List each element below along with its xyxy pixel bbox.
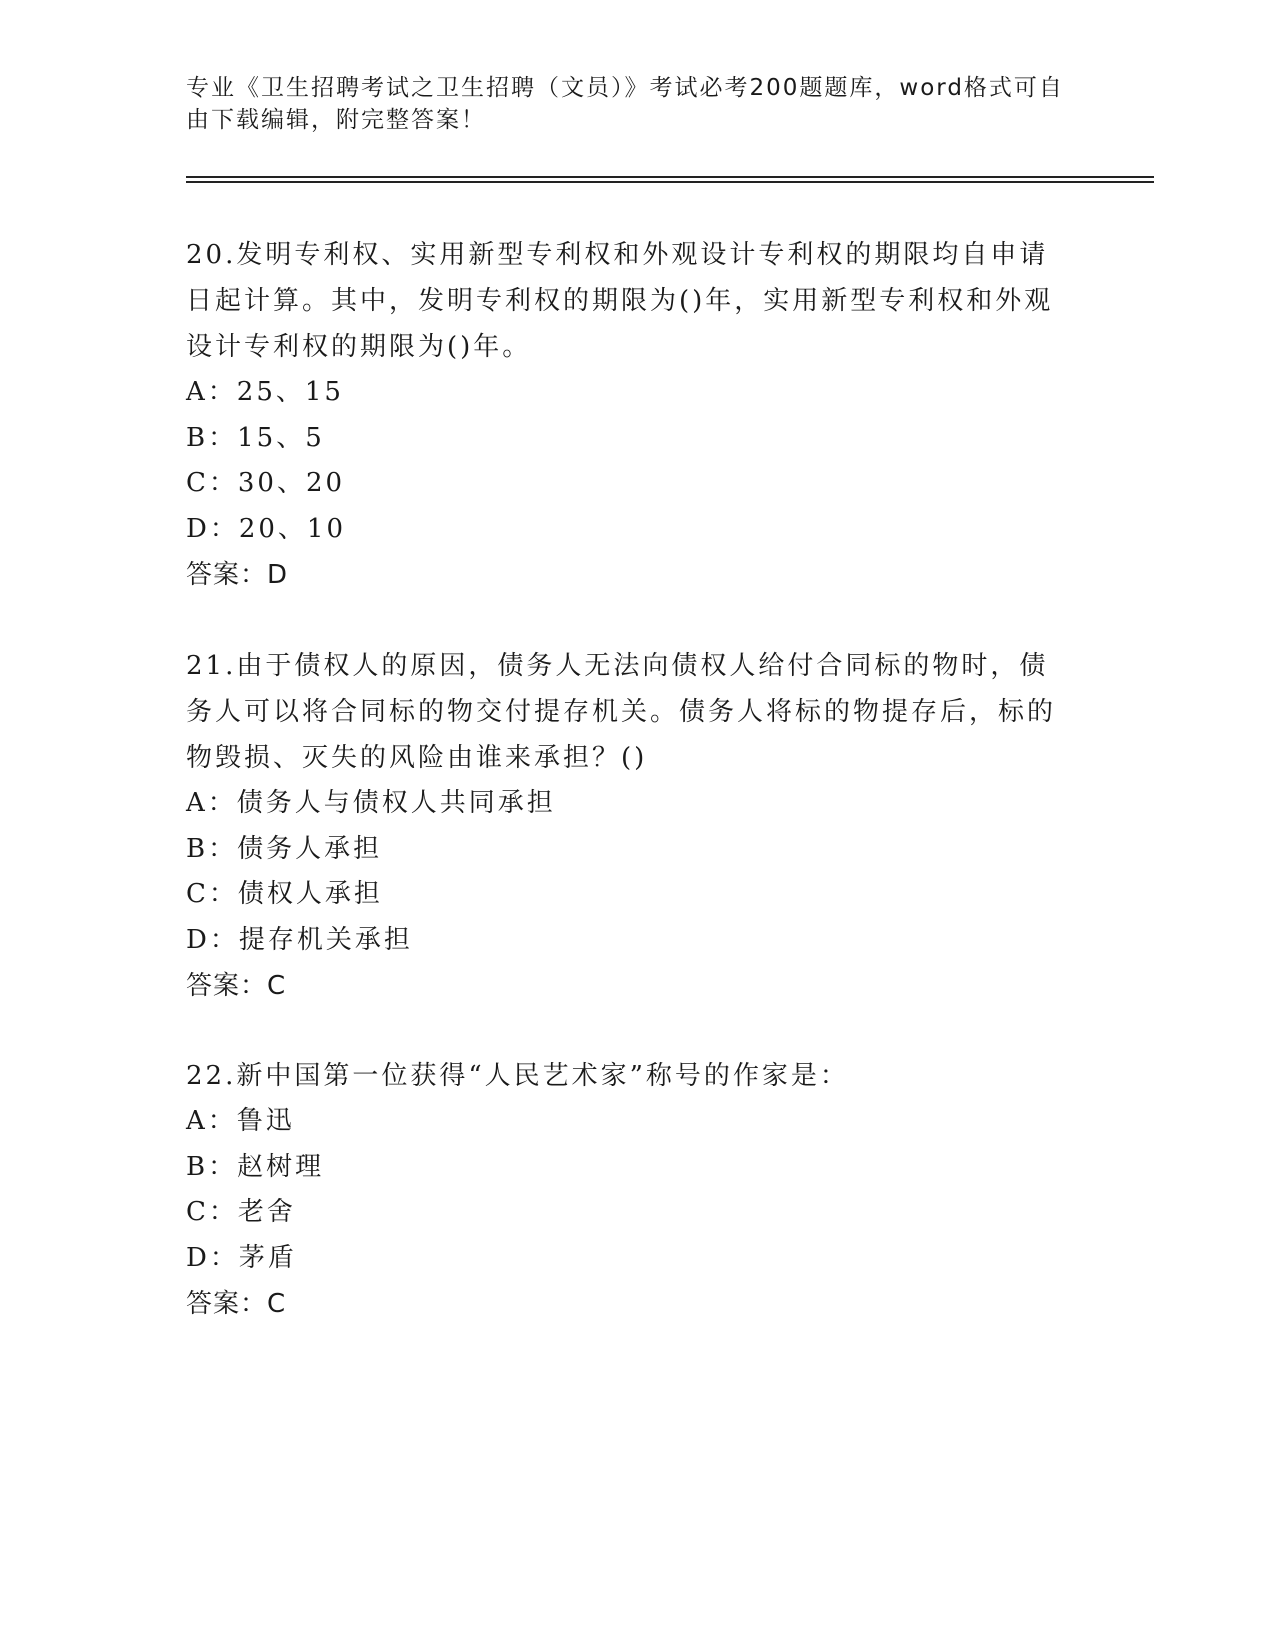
question-20	[186, 232, 1076, 598]
option-d: D：20、10	[186, 513, 347, 544]
question-21	[186, 643, 1076, 1009]
option-c: C：30、20	[186, 468, 346, 498]
header-divider-bottom	[186, 181, 1154, 183]
answer: 答案：C	[186, 971, 287, 1001]
option-a: A：鲁迅	[186, 1106, 295, 1136]
option-c: C：债权人承担	[186, 879, 383, 909]
option-b: B：赵树理	[186, 1151, 325, 1182]
document-header: 专业《卫生招聘考试之卫生招聘（文员）》考试必考200题题库，word格式可自由下载编辑，附完整答案！	[186, 75, 1064, 133]
answer: 答案：D	[186, 560, 289, 590]
option-a: A：25、15	[186, 377, 344, 407]
question-22	[186, 1053, 1076, 1327]
question-stem: 20.发明专利权、实用新型专利权和外观设计专利权的期限均自申请日起计算。其中，发明专利权的期限为()年，实用新型专利权和外观设计专利权的期限为()年。	[186, 240, 1054, 362]
header-divider-top	[186, 176, 1154, 178]
option-d: D：提存机关承担	[186, 924, 413, 955]
option-b: B：债务人承担	[186, 833, 383, 864]
answer: 答案：C	[186, 1289, 287, 1319]
option-b: B：15、5	[186, 422, 325, 453]
question-stem: 22.新中国第一位获得“人民艺术家”称号的作家是：	[186, 1061, 849, 1091]
question-stem: 21.由于债权人的原因，债务人无法向债权人给付合同标的物时，债务人可以将合同标的物交付提存机关。债务人将标的物提存后，标的物毁损、灭失的风险由谁来承担？()	[186, 651, 1057, 773]
option-d: D：茅盾	[186, 1242, 297, 1273]
option-c: C：老舍	[186, 1197, 296, 1227]
option-a: A：债务人与债权人共同承担	[186, 788, 556, 818]
